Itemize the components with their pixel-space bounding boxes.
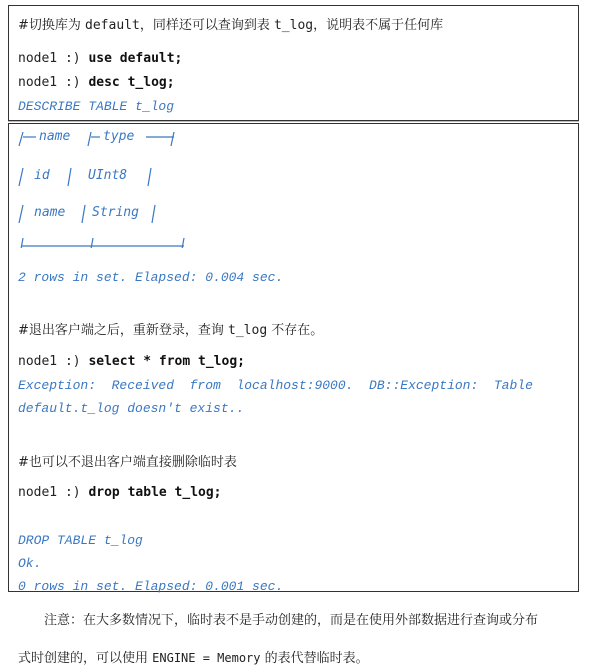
table-borders: [18, 128, 198, 248]
cell-name: name: [34, 205, 66, 220]
command-drop: node1 :) drop table t_log;: [18, 485, 222, 500]
comment-relogin: #退出客户端之后，重新登录，查询 t_log 不存在。: [18, 323, 324, 338]
command-desc: node1 :) desc t_log;: [18, 75, 175, 90]
output-describe: DESCRIBE TABLE t_log: [18, 99, 175, 114]
note-line-1: 注意：在大多数情况下，临时表不是手动创建的，而是在使用外部数据进行查询或分布: [44, 613, 539, 628]
command-use-default: node1 :) use default;: [18, 51, 183, 66]
exception-line-2: default.t_log doesn't exist..: [18, 401, 245, 416]
describe-result-table: [18, 128, 198, 248]
rows-output-1: 2 rows in set. Elapsed: 0.004 sec.: [18, 270, 284, 285]
code-block-2: [8, 123, 579, 592]
output-drop-table: DROP TABLE t_log: [18, 533, 143, 548]
output-ok: Ok.: [18, 556, 42, 571]
note-line-2: 式时创建的，可以使用 ENGINE = Memory 的表代替临时表。: [18, 651, 369, 666]
exception-line-1: Exception: Received from localhost:9000. DB::Exception: Table: [18, 378, 533, 393]
cell-id: id: [34, 168, 50, 183]
rows-output-2: 0 rows in set. Elapsed: 0.001 sec.: [18, 579, 284, 594]
comment-switch-db: #切换库为 default，同样还可以查询到表 t_log，说明表不属于任何库: [18, 18, 444, 33]
header-type: type: [103, 129, 135, 144]
command-select: node1 :) select * from t_log;: [18, 354, 245, 369]
code-block-1: [8, 5, 579, 121]
header-name: name: [39, 129, 71, 144]
comment-drop: #也可以不退出客户端直接删除临时表: [18, 455, 237, 470]
cell-uint8: UInt8: [88, 168, 128, 183]
cell-string: String: [92, 205, 139, 220]
